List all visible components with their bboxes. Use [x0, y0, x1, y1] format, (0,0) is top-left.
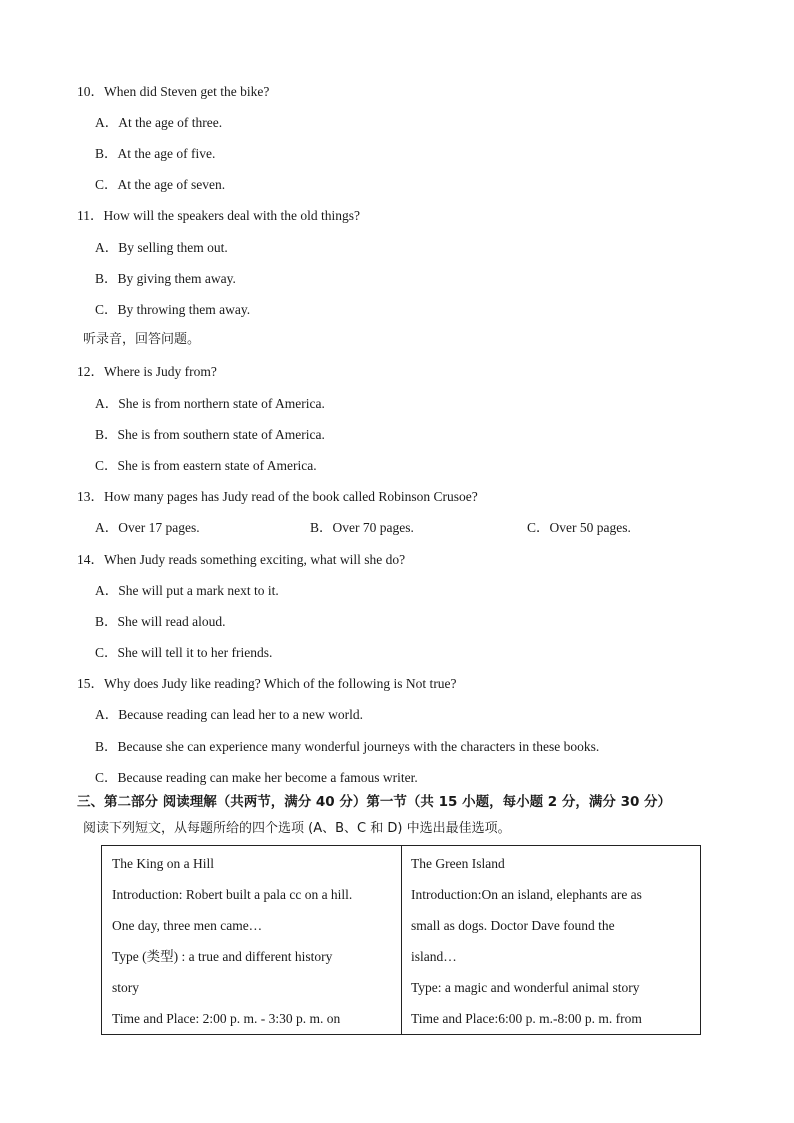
left-cell-line: Time and Place: 2:00 p. m. - 3:30 p. m. on: [112, 1011, 341, 1026]
question-12-option-a: A．She is from northern state of America.: [95, 396, 325, 411]
right-cell-line: Type: a magic and wonderful animal story: [411, 980, 640, 995]
left-cell-line: Introduction: Robert built a pala cc on a hill.: [112, 887, 353, 902]
question-14-option-b: B．She will read aloud.: [95, 614, 226, 629]
question-11-stem: 11．How will the speakers deal with the old things?: [77, 208, 360, 223]
right-cell-line: Introduction:On an island, elephants are as: [411, 887, 642, 902]
question-12-option-c: C．She is from eastern state of America.: [95, 458, 317, 473]
left-cell-line: Type (类型) : a true and different history: [112, 949, 333, 964]
question-15-option-a: A．Because reading can lead her to a new world.: [95, 707, 364, 722]
left-cell-title: The King on a Hill: [112, 856, 214, 871]
question-14-option-c: C．She will tell it to her friends.: [95, 645, 273, 660]
right-cell-line: small as dogs. Doctor Dave found the: [411, 918, 615, 933]
left-cell-line: story: [112, 980, 139, 995]
question-10-option-a: A．At the age of three.: [95, 115, 223, 130]
listen-instruction: 听录音，回答问题。: [83, 332, 201, 347]
question-11-option-b: B．By giving them away.: [95, 271, 236, 286]
question-15-option-c: C．Because reading can make her become a famous writer.: [95, 770, 418, 785]
reading-table: [101, 845, 701, 1035]
question-10-option-c: C．At the age of seven.: [95, 177, 226, 192]
question-13-option-c: C．Over 50 pages.: [527, 520, 631, 535]
right-cell-title: The Green Island: [411, 856, 505, 871]
question-10-option-b: B．At the age of five.: [95, 146, 216, 161]
question-15-option-b: B．Because she can experience many wonderful journeys with the characters in these books.: [95, 739, 600, 754]
question-13-option-a: A．Over 17 pages.: [95, 520, 200, 535]
question-12-option-b: B．She is from southern state of America.: [95, 427, 325, 442]
table-divider: [401, 846, 402, 1034]
question-10-stem: 10．When did Steven get the bike?: [77, 84, 270, 99]
question-11-option-a: A．By selling them out.: [95, 240, 228, 255]
question-12-stem: 12．Where is Judy from?: [77, 364, 217, 379]
section-heading: 三、第二部分 阅读理解（共两节，满分 40 分）第一节（共 15 小题，每小题 2 分，满分 30 分）: [77, 794, 672, 810]
question-14-stem: 14．When Judy reads something exciting, what will she do?: [77, 552, 406, 567]
left-cell-line: One day, three men came…: [112, 918, 263, 933]
right-cell-line: Time and Place:6:00 p. m.-8:00 p. m. from: [411, 1011, 642, 1026]
question-15-stem: 15．Why does Judy like reading? Which of the following is Not true?: [77, 676, 457, 691]
reading-instruction: 阅读下列短文，从每题所给的四个选项 (A、B、C 和 D) 中选出最佳选项。: [83, 821, 511, 836]
question-11-option-c: C．By throwing them away.: [95, 302, 251, 317]
question-13-option-b: B．Over 70 pages.: [310, 520, 414, 535]
question-13-stem: 13．How many pages has Judy read of the book called Robinson Crusoe?: [77, 489, 478, 504]
right-cell-line: island…: [411, 949, 457, 964]
question-14-option-a: A．She will put a mark next to it.: [95, 583, 279, 598]
